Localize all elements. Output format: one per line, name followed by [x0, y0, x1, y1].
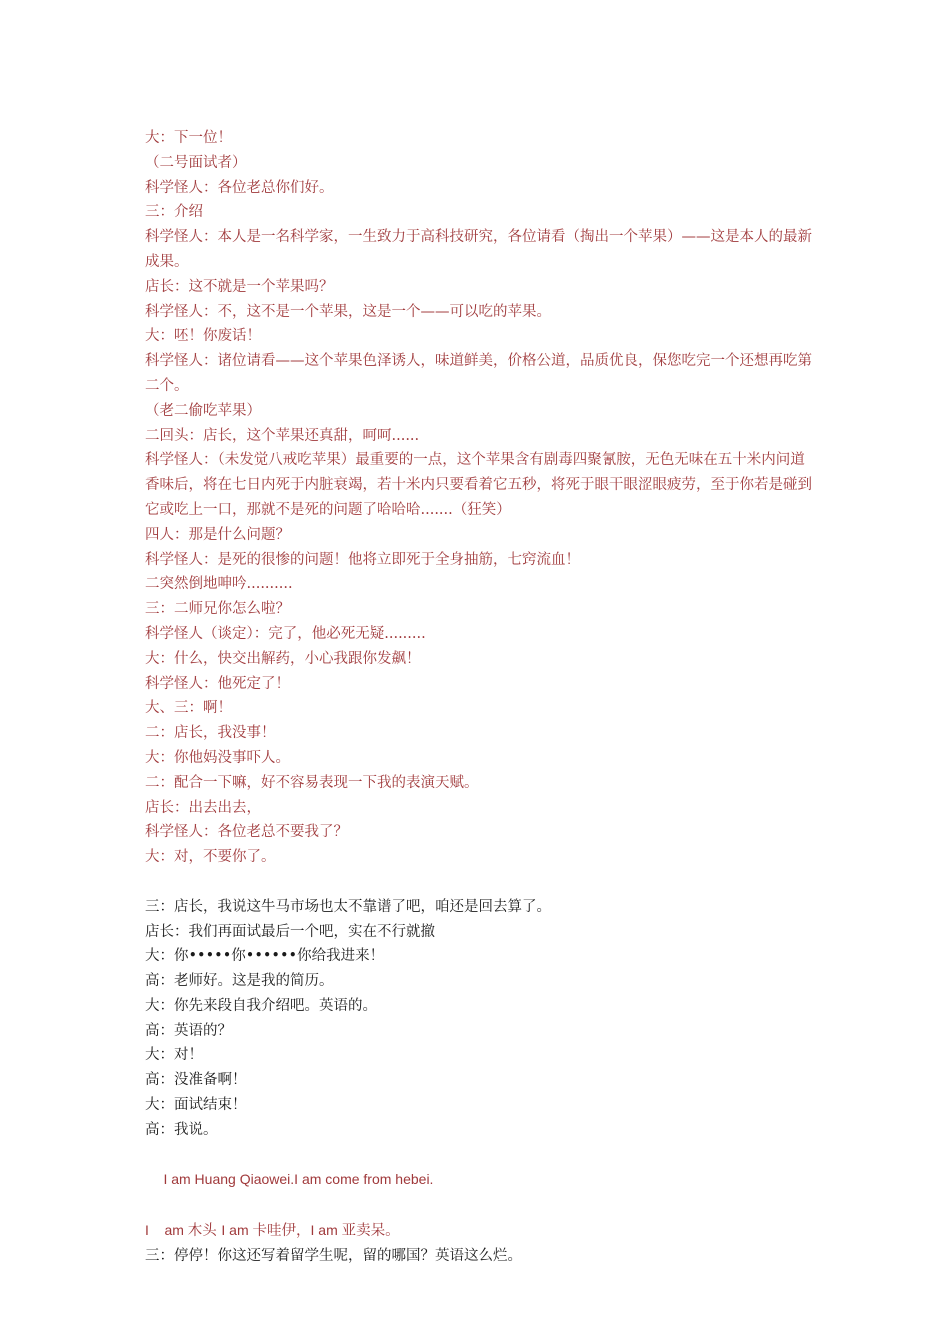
dialogue-line: 高：老师好。这是我的简历。 — [145, 973, 334, 990]
english-text: I am — [145, 1222, 188, 1239]
document-page — [145, 126, 817, 1269]
dialogue-line: 店长：出去出去， — [145, 799, 261, 816]
dialogue-line: 科学怪人：他死定了！ — [145, 675, 290, 692]
dialogue-line: 大：下一位！ — [145, 130, 232, 146]
paragraph-gap — [145, 870, 817, 895]
dialogue-section-2 — [145, 895, 817, 1143]
dialogue-line: 二回头：店长，这个苹果还真甜，呵呵...... — [145, 427, 420, 444]
english-intro-line-1 — [145, 1143, 817, 1218]
dialogue-line: 科学怪人：不，这不是一个苹果，这是一个——可以吃的苹果。 — [145, 303, 551, 320]
dialogue-line: 三：店长，我说这牛马市场也太不靠谱了吧，咱还是回去算了。 — [145, 898, 551, 915]
dialogue-line: 三：二师兄你怎么啦？ — [145, 601, 290, 618]
dialogue-line: 科学怪人：诸位请看——这个苹果色泽诱人，味道鲜美，价格公道，品质优良，保您吃完一个还想再吃第二个。 — [145, 353, 812, 394]
dialogue-line: 大：对，不要你了。 — [145, 849, 276, 866]
dialogue-line: 大：呸！你废话！ — [145, 328, 261, 345]
dialogue-line: 高：没准备啊！ — [145, 1072, 247, 1089]
dialogue-line: 大：你先来段自我介绍吧。英语的。 — [145, 997, 377, 1014]
chinese-text: 木头 — [187, 1223, 222, 1240]
dialogue-line: 大：对！ — [145, 1047, 203, 1064]
dialogue-line: 大：什么，快交出解药，小心我跟你发飙！ — [145, 650, 421, 667]
chinese-text: 卡哇伊， — [252, 1223, 311, 1240]
dialogue-line: 三：介绍 — [145, 204, 203, 221]
dialogue-line: 科学怪人：各位老总不要我了？ — [145, 824, 348, 841]
dialogue-line: 大：你他妈没事吓人。 — [145, 749, 290, 766]
dialogue-line-final: 三：停停！你这还写着留学生呢，留的哪国？英语这么烂。 — [145, 1247, 522, 1264]
dialogue-line: 科学怪人（谈定）：完了，他必死无疑......... — [145, 625, 426, 642]
dialogue-line: 四人：那是什么问题？ — [145, 526, 290, 543]
dialogue-line: （老二偷吃苹果） — [145, 402, 261, 419]
english-text: I am Huang Qiaowei.I am come from hebei. — [163, 1171, 434, 1188]
dialogue-line: 大、三：啊！ — [145, 700, 232, 717]
dialogue-line: 二突然倒地呻吟.......... — [145, 576, 293, 593]
dialogue-line: （二号面试者） — [145, 154, 247, 171]
dialogue-line: 大：你•••••你••••••你给我进来！ — [145, 948, 385, 965]
dialogue-line: 高：英语的？ — [145, 1022, 232, 1039]
dialogue-line: 二：配合一下嘛，好不容易表现一下我的表演天赋。 — [145, 774, 479, 791]
dialogue-section-1 — [145, 126, 817, 870]
dialogue-line: 店长：这不就是一个苹果吗？ — [145, 278, 334, 295]
dialogue-line: 科学怪人：（未发觉八戒吃苹果）最重要的一点，这个苹果含有剧毒四聚氰胺，无色无味在五十米内问道香味后，将在七日内死于内脏衰竭，若十米内只要看着它五秒，将死于眼干眼涩眼疲劳，至于你若是碰到它或吃上一口，那就不是死的问题了哈哈哈.......（狂笑） — [145, 452, 812, 518]
chinese-text: 亚卖呆。 — [341, 1223, 400, 1240]
dialogue-line: 高：我说。 — [145, 1121, 218, 1138]
english-text: I am — [310, 1222, 342, 1239]
dialogue-line: 店长：我们再面试最后一个吧，实在不行就撤 — [145, 923, 435, 940]
english-intro-line-2 — [145, 1218, 817, 1244]
dialogue-line: 二：店长，我没事！ — [145, 725, 276, 742]
dialogue-line: 科学怪人：是死的很惨的问题！他将立即死于全身抽筋，七窍流血！ — [145, 551, 580, 568]
dialogue-line: 科学怪人：本人是一名科学家，一生致力于高科技研究，各位请看（掏出一个苹果）——这是本人的最新成果。 — [145, 229, 812, 270]
english-text: I am — [221, 1222, 253, 1239]
dialogue-line: 大：面试结束！ — [145, 1097, 247, 1114]
dialogue-line: 科学怪人：各位老总你们好。 — [145, 179, 334, 196]
